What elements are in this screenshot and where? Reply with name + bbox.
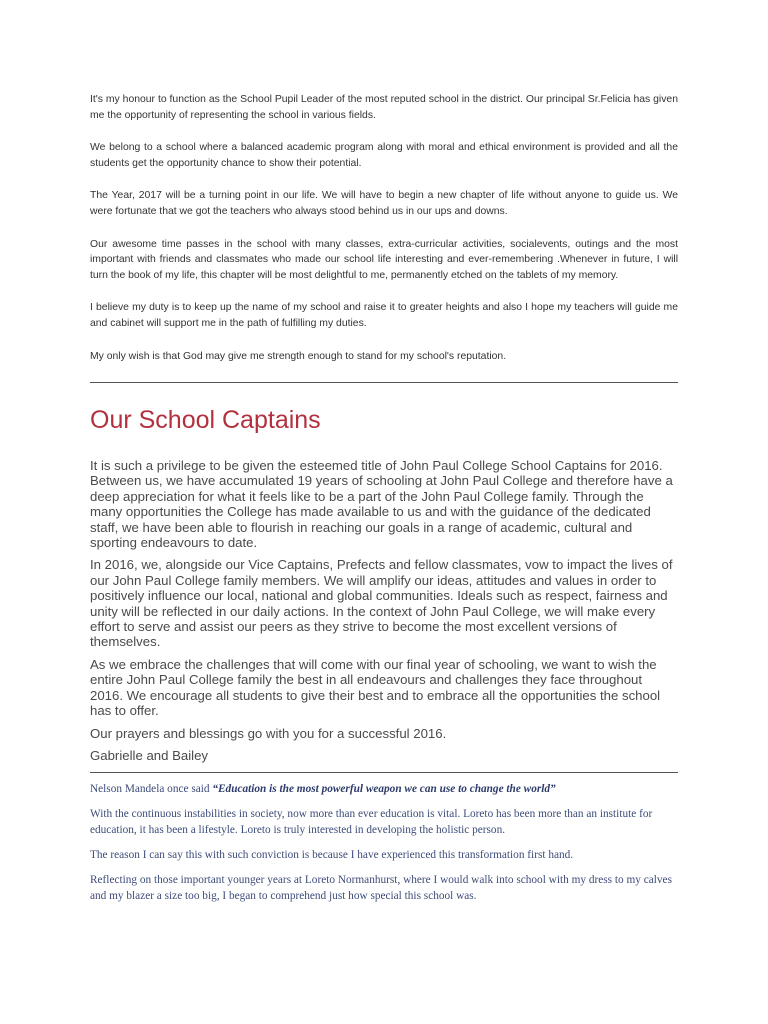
paragraph: The reason I can say this with such conviction is because I have experienced this transformation first hand.: [90, 849, 574, 861]
paragraph: Our awesome time passes in the school with many classes, extra-curricular activities, socialevents, outings and the most important with friends and classmates who made our school life interesting and ever-remembering .Whenever in future, I will turn the book of my life, this chapter will be most delightful to me, permanently etched on the tablets of my memory.: [90, 238, 678, 281]
paragraph: It is such a privilege to be given the esteemed title of John Paul College School Captains for 2016. Between us, we have accumulated 19 years of schooling at John Paul College and therefore have a deep appreciation for what it feels like to be a part of the John Paul College family. Through the many opportunities the College has made available to us and with the guidance of the dedicated staff, we have been able to flourish in reaching our goals in a range of academic, cultural and sporting endeavours to date.: [90, 458, 673, 551]
paragraph: The Year, 2017 will be a turning point in our life. We will have to begin a new chapter of life without anyone to guide us. We were fortunate that we got the teachers who always stood behind us in our ups and downs.: [90, 190, 678, 217]
paragraph: My only wish is that God may give me strength enough to stand for my school's reputation.: [90, 350, 507, 362]
mandela-quote: “Education is the most powerful weapon we can use to change the world”: [212, 783, 556, 795]
school-captains-section: [90, 458, 678, 763]
paragraph: I believe my duty is to keep up the name of my school and raise it to greater heights and also I hope my teachers will guide me and cabinet will support me in the path of fulfilling my duties.: [90, 302, 678, 329]
paragraph: Reflecting on those important younger years at Loreto Normanhurst, where I would walk into school with my dress to my calves and my blazer a size too big, I began to comprehend just how special this school was.: [90, 874, 672, 902]
paragraph: Our prayers and blessings go with you for a successful 2016.: [90, 725, 447, 741]
paragraph: As we embrace the challenges that will come with our final year of schooling, we want to wish the entire John Paul College family the best in all endeavours and challenges they face throughout 2016. We encourage all students to give their best and to embrace all the opportunities the school has to offer.: [90, 656, 661, 719]
quote-intro: Nelson Mandela once said: [90, 783, 213, 795]
section-divider: [90, 382, 678, 383]
quote-paragraph: [90, 781, 678, 797]
pupil-leader-section: [90, 92, 678, 364]
paragraph: We belong to a school where a balanced academic program along with moral and ethical environment is provided and all the students get the opportunity chance to show their potential.: [90, 142, 678, 169]
loreto-section: [90, 781, 678, 913]
paragraph: It's my honour to function as the School Pupil Leader of the most reputed school in the district. Our principal Sr.Felicia has given me the opportunity of representing the school in various fields.: [90, 94, 678, 121]
signature: Gabrielle and Bailey: [90, 747, 209, 763]
paragraph: In 2016, we, alongside our Vice Captains, Prefects and fellow classmates, vow to impact the lives of our John Paul College family members. We will amplify our ideas, attitudes and values in order to positively influence our local, national and global communities. Ideals such as respect, fairness and unity will be reflected in our daily actions. In the context of John Paul College, we will make every effort to serve and assist our peers as they strive to become the most excellent versions of themselves.: [90, 557, 673, 650]
paragraph: With the continuous instabilities in society, now more than ever education is vital. Loreto has been more than an institute for education, it has been a lifestyle. Loreto is truly interested in developing the holistic person.: [90, 808, 653, 836]
section-heading: Our School Captains: [90, 406, 321, 434]
section-divider: [90, 772, 678, 773]
